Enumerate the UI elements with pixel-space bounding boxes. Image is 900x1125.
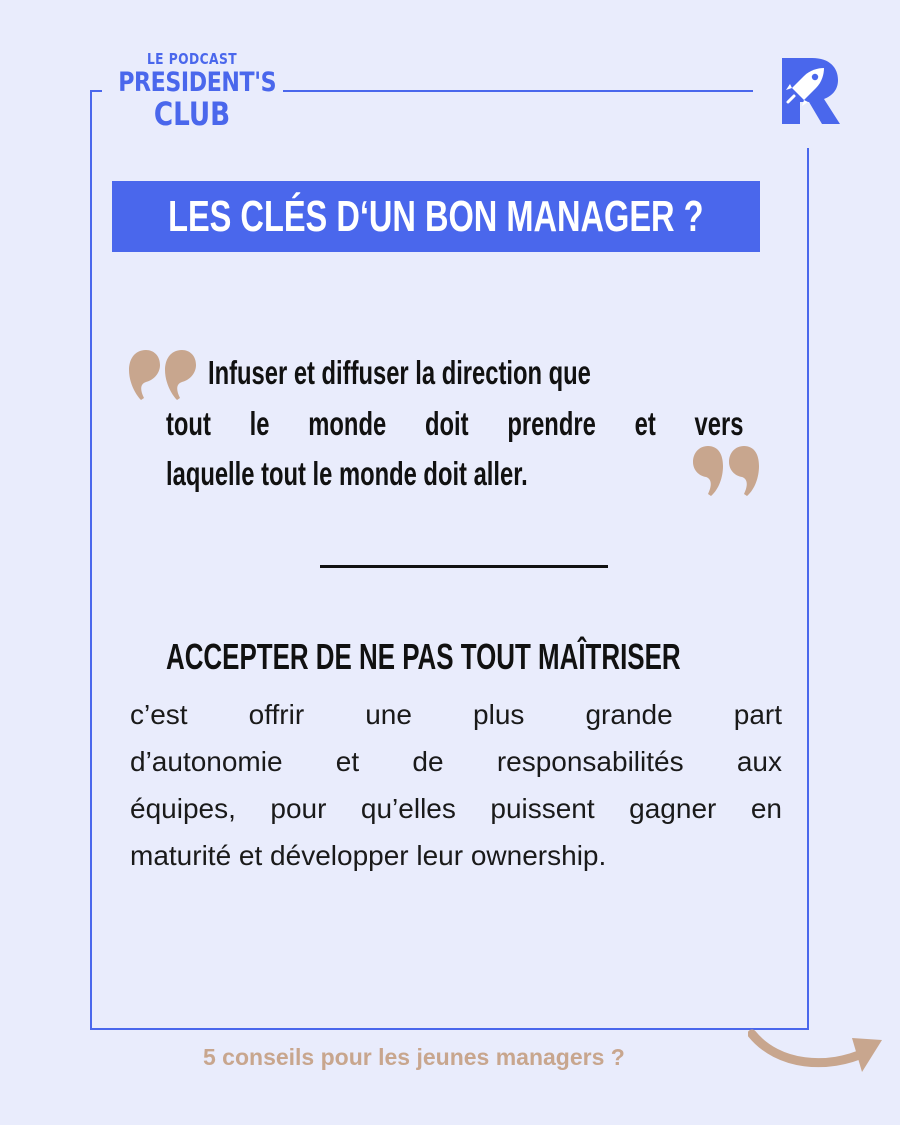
section-divider — [320, 565, 608, 568]
frame-left-line — [90, 90, 92, 1030]
logo-line-le-podcast: LE PODCAST — [146, 50, 238, 68]
frame-bottom-line — [90, 1028, 809, 1030]
quote-line-1: Infuser et diffuser la direction que — [208, 354, 591, 391]
title-banner — [112, 181, 760, 252]
quote-line-2: tout le monde doit prendre et vers — [166, 405, 744, 442]
curved-arrow-right-icon — [748, 1026, 888, 1091]
body-line-1: c’est offrir une plus grande part — [130, 699, 782, 730]
brand-mark — [778, 54, 842, 131]
podcast-logo — [118, 50, 277, 133]
quote-line-3: laquelle tout le monde doit aller. — [166, 455, 528, 492]
body-line-4: maturité et développer leur ownership. — [130, 840, 607, 871]
section-heading: ACCEPTER DE NE PAS TOUT MAÎTRISER — [166, 636, 681, 677]
open-quote-icon — [128, 348, 200, 407]
page-title: LES CLÉS D‘UN BON MANAGER ? — [168, 191, 704, 241]
body-line-3: équipes, pour qu’elles puissent gagner en — [130, 793, 782, 824]
brand-r-rocket-icon — [778, 54, 842, 126]
frame-right-line — [807, 148, 809, 1030]
footer-teaser: 5 conseils pour les jeunes managers ? — [203, 1044, 625, 1070]
frame-top-line — [283, 90, 753, 92]
logo-line-club: CLUB — [153, 95, 231, 133]
logo-line-presidents: PRESIDENT'S — [118, 67, 277, 98]
body-line-2: d’autonomie et de responsabilités aux — [130, 746, 782, 777]
